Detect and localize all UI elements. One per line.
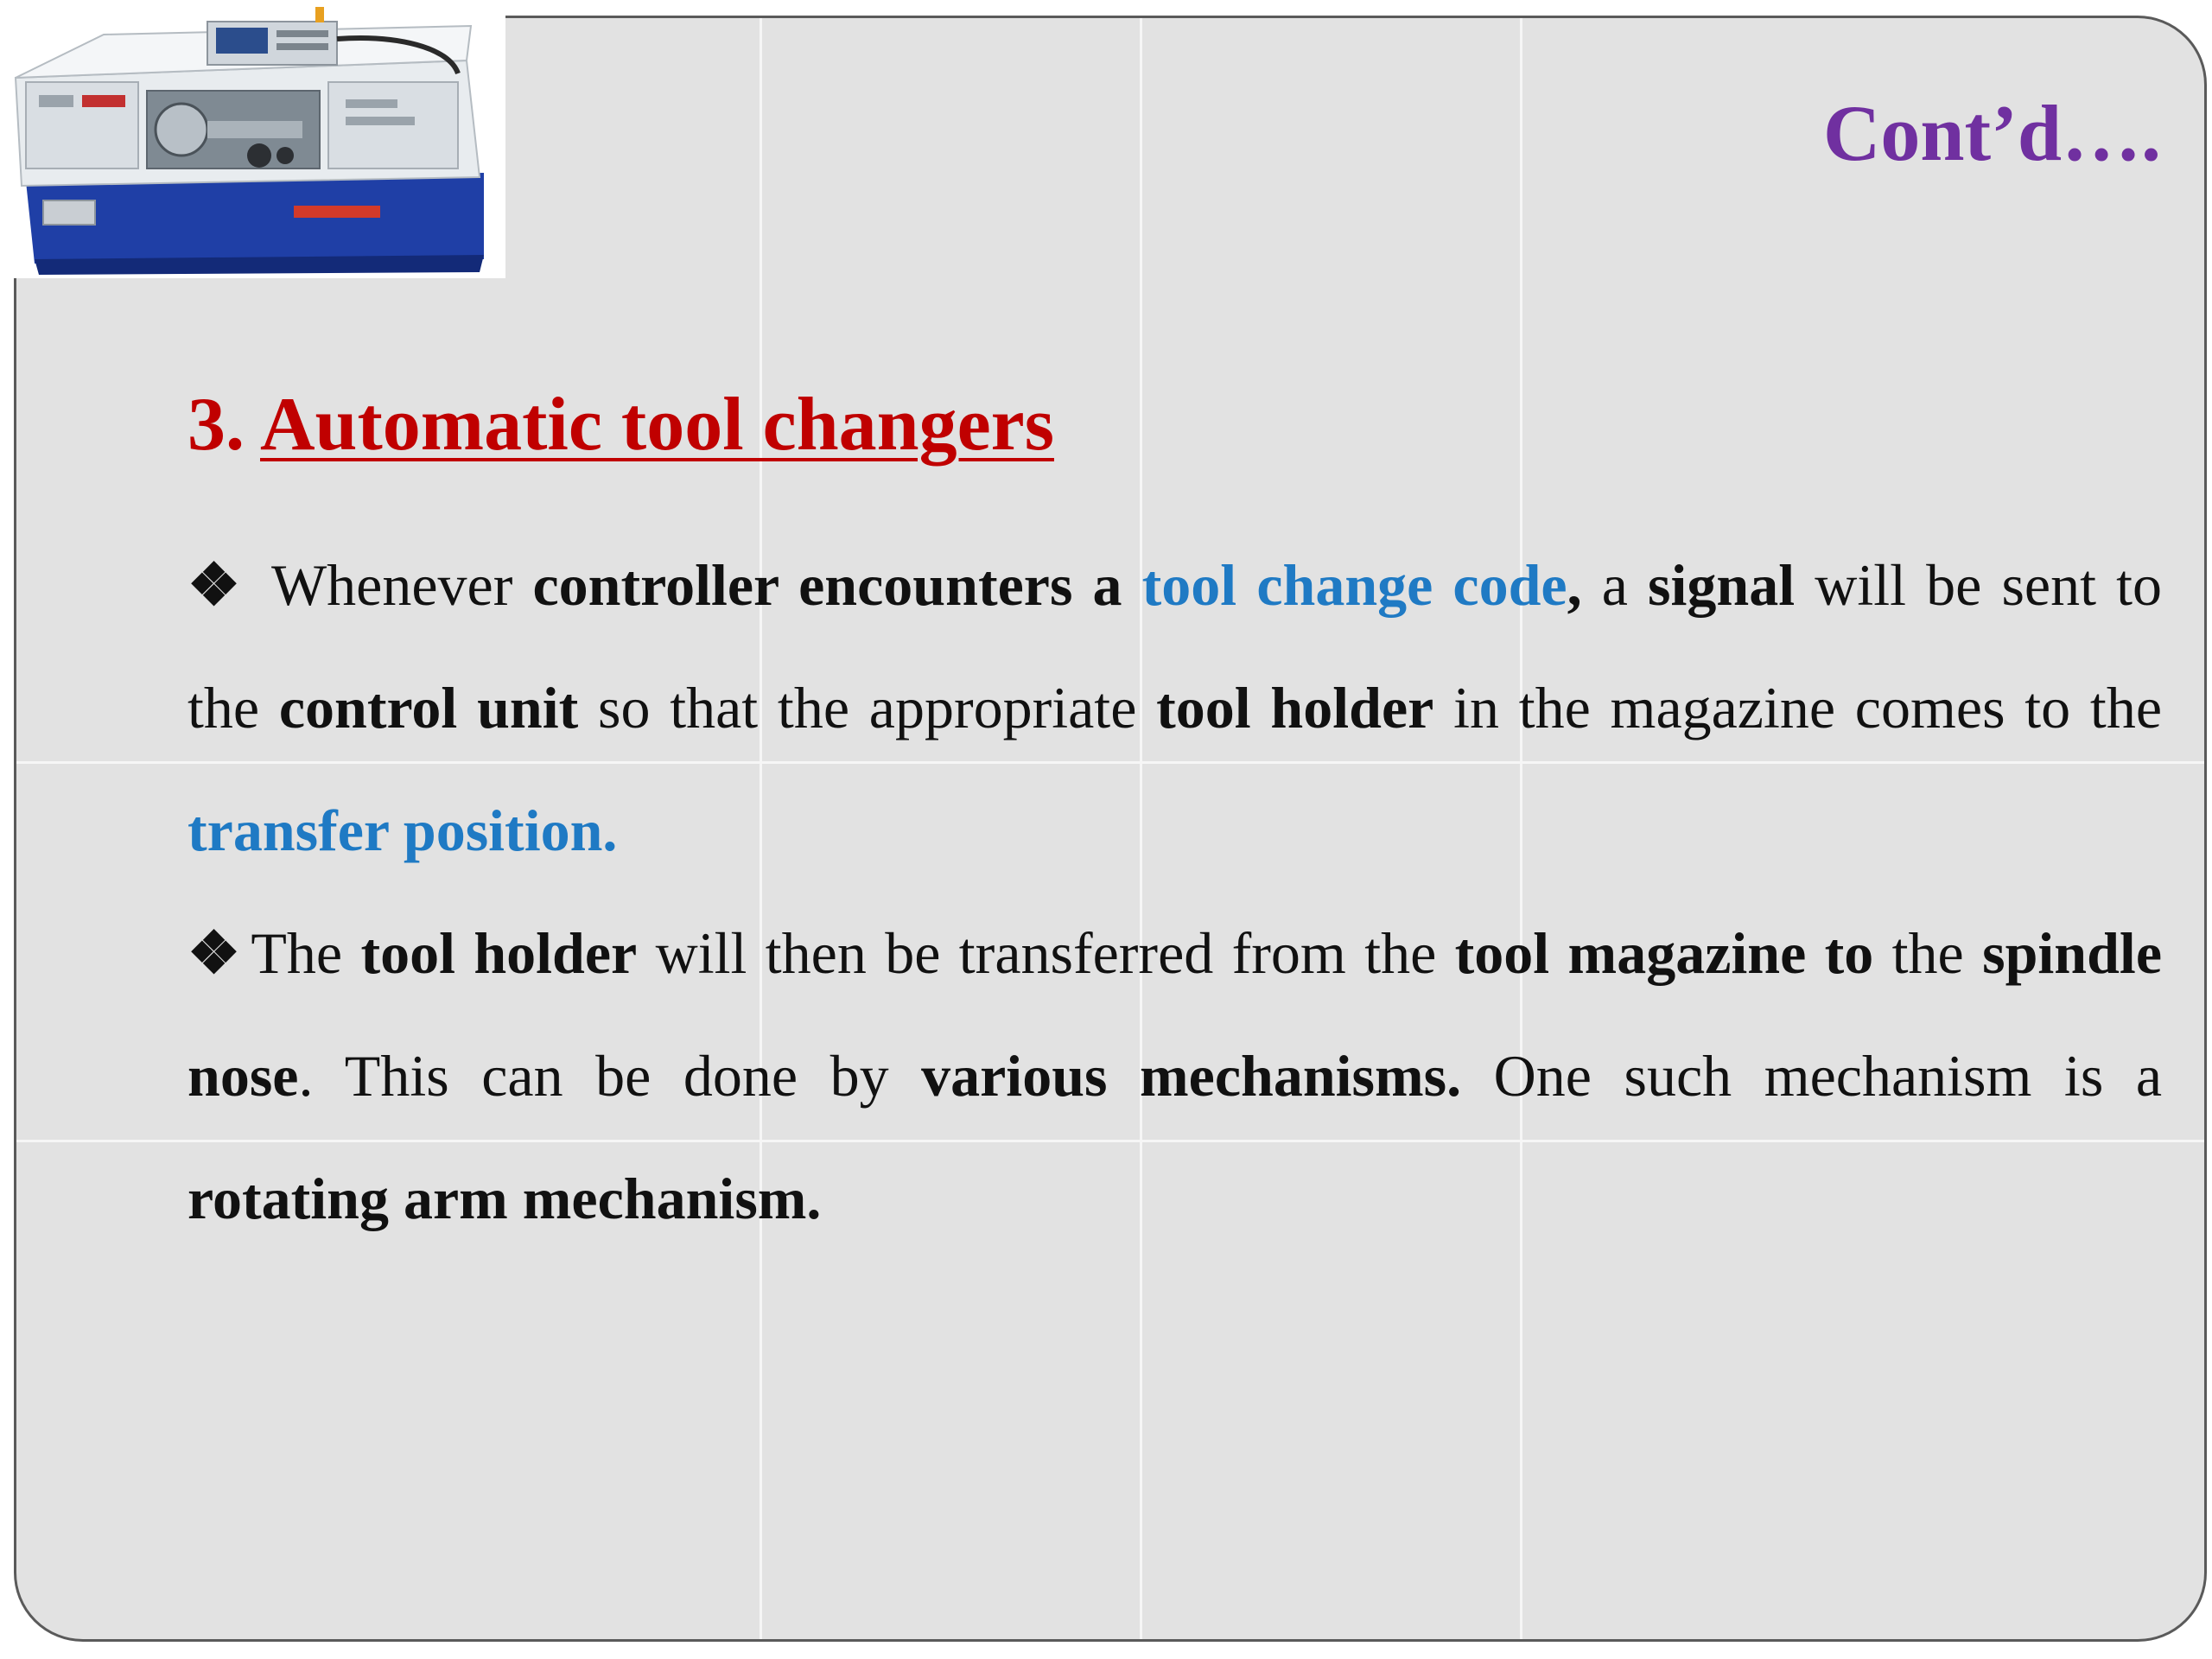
text-run-bold: various mechanisms. bbox=[921, 1043, 1462, 1109]
heading-title: Automatic tool changers bbox=[260, 383, 1054, 467]
text-run: in the magazine comes to the bbox=[1433, 675, 2162, 741]
text-run-bold: signal bbox=[1648, 552, 1796, 618]
text-run-highlight: transfer position. bbox=[188, 798, 618, 863]
text-run: will then be transferred from the bbox=[637, 920, 1455, 986]
paragraph-1 bbox=[188, 524, 2162, 892]
text-run-bold: rotating arm mechanism. bbox=[188, 1166, 822, 1231]
text-run bbox=[1122, 552, 1142, 618]
text-run: Whenever bbox=[252, 552, 533, 618]
cnc-lathe-machine-image bbox=[0, 0, 505, 278]
text-run: One such mechanism is a bbox=[1461, 1043, 2163, 1109]
text-run: . This can be done by bbox=[298, 1043, 922, 1109]
text-run-bold: controller encounters a bbox=[532, 552, 1122, 618]
text-run-bold: spindle nose bbox=[188, 920, 2163, 1109]
slide-heading bbox=[188, 381, 1054, 468]
bullet-icon: ❖ bbox=[188, 552, 246, 618]
text-run-bold: tool magazine to bbox=[1454, 920, 1874, 986]
text-run-highlight: tool change code bbox=[1141, 552, 1567, 618]
text-run: the bbox=[1873, 920, 1983, 986]
paragraph-2 bbox=[188, 892, 2162, 1260]
text-run-bold: , bbox=[1567, 552, 1582, 618]
contd-label: Cont’d…. bbox=[1822, 89, 2161, 177]
text-run: will be sent to the bbox=[188, 552, 2162, 741]
text-run: a bbox=[1581, 552, 1649, 618]
text-run-bold: tool holder bbox=[1156, 675, 1434, 741]
heading-number: 3. bbox=[188, 383, 245, 467]
text-run-bold: tool holder bbox=[360, 920, 638, 986]
text-run-bold: control unit bbox=[278, 675, 579, 741]
cnc-lathe-icon bbox=[0, 0, 505, 278]
bullet-icon: ❖ bbox=[188, 920, 245, 986]
body-text bbox=[188, 524, 2162, 1260]
text-run: so that the appropriate bbox=[578, 675, 1157, 741]
text-run: The bbox=[251, 920, 361, 986]
